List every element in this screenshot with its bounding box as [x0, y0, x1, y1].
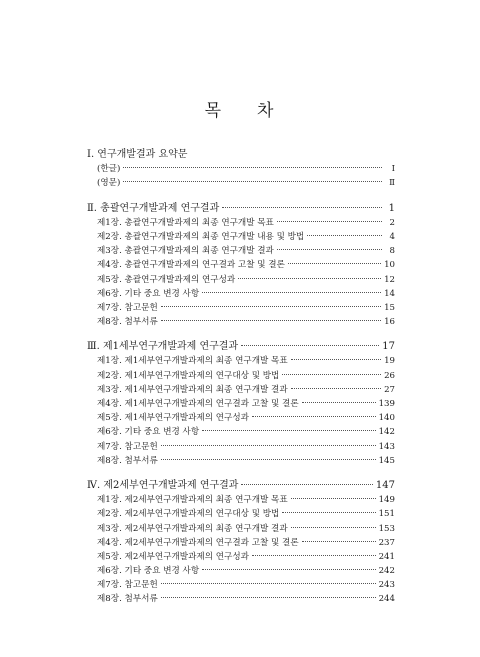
toc-entry[interactable]	[87, 493, 395, 507]
toc-entry[interactable]	[87, 287, 395, 301]
toc-entry-page-number: 2	[389, 217, 395, 228]
toc-entry-page-number: 12	[384, 274, 395, 285]
toc-entry-page-number: 237	[378, 537, 395, 548]
toc-entry-label: 제8장. 첨부서류	[97, 594, 158, 605]
dot-leader	[202, 430, 375, 431]
toc-entry[interactable]	[87, 536, 395, 550]
toc-entry[interactable]	[87, 369, 395, 383]
toc-entry-label: 제4장. 제2세부연구개발과제의 연구결과 고찰 및 결론	[97, 537, 299, 548]
toc-entry-label: 제7장. 참고문헌	[97, 302, 158, 313]
dot-leader	[161, 597, 376, 598]
toc-entry[interactable]	[87, 522, 395, 536]
toc-entry-page-number: 27	[384, 384, 395, 395]
toc-section-heading-page-number: 147	[375, 479, 395, 491]
dot-leader	[161, 583, 376, 584]
toc-section-heading-page-number: 1	[388, 202, 395, 214]
toc-entry-label: 제3장. 제2세부연구개발과제의 최종 연구개발 결과	[97, 523, 288, 534]
toc-entry[interactable]	[87, 592, 395, 606]
toc-entry[interactable]	[87, 454, 395, 468]
dot-leader	[241, 345, 379, 346]
toc-entry-label: 제1장. 제2세부연구개발과제의 최종 연구개발 목표	[97, 495, 288, 506]
dot-leader	[161, 445, 376, 446]
title-char-2: 차	[257, 101, 276, 121]
toc-section-heading-page-number: 17	[382, 341, 395, 353]
toc-entry-page-number: Ⅰ	[391, 164, 395, 175]
dot-leader	[252, 416, 376, 417]
toc-section-heading[interactable]	[87, 479, 395, 493]
toc-section-heading[interactable]	[87, 340, 395, 354]
toc-entry-label: 제6장. 기타 중요 변경 사항	[97, 566, 200, 577]
toc-entry-page-number: 10	[384, 260, 395, 271]
dot-leader	[277, 249, 382, 250]
title-char-1: 목	[204, 101, 223, 121]
toc-entry-page-number: 145	[378, 455, 395, 466]
toc-section-heading[interactable]	[87, 202, 395, 216]
toc-entry-label: 제7장. 참고문헌	[97, 441, 158, 452]
toc-entry-label: (한글)	[97, 164, 121, 175]
dot-leader	[282, 512, 375, 513]
toc-entry[interactable]	[87, 397, 395, 411]
dot-leader	[282, 374, 381, 375]
toc-entry-page-number: 242	[378, 566, 395, 577]
toc-entry-page-number: 26	[384, 370, 395, 381]
toc-entry[interactable]	[87, 301, 395, 315]
toc-entry-page-number: 4	[389, 231, 395, 242]
toc-entry-page-number: 8	[389, 246, 395, 257]
dot-leader	[161, 459, 376, 460]
toc-entry-label: 제2장. 제1세부연구개발과제의 연구대상 및 방법	[97, 370, 280, 381]
toc-entry-label: 제8장. 첨부서류	[97, 317, 158, 328]
toc-entry-label: 제1장. 제1세부연구개발과제의 최종 연구개발 목표	[97, 356, 288, 367]
toc-entry[interactable]	[87, 354, 395, 368]
toc-section-heading-label: Ⅲ. 제1세부연구개발과제 연구결과	[87, 341, 239, 353]
dot-leader	[291, 359, 381, 360]
dot-leader	[277, 221, 382, 222]
toc-entry-label: 제1장. 총괄연구개발과제의 최종 연구개발 목표	[97, 217, 274, 228]
toc-entry[interactable]	[87, 507, 395, 521]
toc-entry-label: 제5장. 제1세부연구개발과제의 연구성과	[97, 413, 249, 424]
dot-leader	[202, 569, 375, 570]
toc-entry-page-number: 153	[378, 523, 395, 534]
dot-leader	[302, 541, 376, 542]
toc-entry-page-number: 143	[378, 441, 395, 452]
toc-section	[87, 202, 395, 330]
toc-section	[87, 479, 395, 607]
toc-entry-page-number: 241	[378, 551, 395, 562]
toc-entry[interactable]	[87, 230, 395, 244]
toc-entry-label: 제5장. 총괄연구개발과제의 연구성과	[97, 274, 236, 285]
toc-entry-label: 제6장. 기타 중요 변경 사항	[97, 288, 200, 299]
toc-entry[interactable]	[87, 216, 395, 230]
toc-entry-label: 제6장. 기타 중요 변경 사항	[97, 427, 200, 438]
toc-entry-label: 제2장. 총괄연구개발과제의 최종 연구개발 내용 및 방법	[97, 231, 305, 242]
toc-entry-page-number: 244	[378, 594, 395, 605]
toc-entry-label: 제4장. 총괄연구개발과제의 연구결과 고찰 및 결론	[97, 260, 285, 271]
toc-entry-label: 제7장. 참고문헌	[97, 580, 158, 591]
toc-entry-page-number: 16	[384, 317, 395, 328]
toc-section-heading-label: Ⅳ. 제2세부연구개발과제 연구결과	[87, 479, 239, 491]
toc-entry-page-number: 19	[384, 356, 395, 367]
toc-entry-label: 제4장. 제1세부연구개발과제의 연구결과 고찰 및 결론	[97, 399, 299, 409]
toc-entry-page-number: 139	[378, 399, 395, 409]
dot-leader	[291, 527, 376, 528]
toc-entry-label: 제2장. 제2세부연구개발과제의 연구대상 및 방법	[97, 509, 280, 520]
toc-entry-label: 제8장. 첨부서류	[97, 455, 158, 466]
dot-leader	[302, 402, 376, 403]
toc-entry-page-number: 149	[378, 495, 395, 506]
toc-entry[interactable]	[87, 411, 395, 425]
page-title	[0, 96, 480, 121]
toc-section-heading-label: Ⅰ. 연구개발결과 요약문	[87, 149, 188, 160]
dot-leader	[291, 498, 376, 499]
toc-entry[interactable]	[87, 564, 395, 578]
dot-leader	[161, 320, 381, 321]
dot-leader	[222, 207, 382, 208]
toc-entry[interactable]	[87, 162, 395, 176]
toc-section-heading[interactable]	[87, 148, 395, 162]
toc-entry[interactable]	[87, 440, 395, 454]
dot-leader	[291, 388, 381, 389]
toc-entry[interactable]	[87, 315, 395, 329]
dot-leader	[202, 292, 381, 293]
toc-entry[interactable]	[87, 550, 395, 564]
toc-entry-page-number: 140	[378, 413, 395, 424]
dot-leader	[123, 181, 382, 182]
dot-leader	[238, 278, 381, 279]
toc-entry-label: 제3장. 총괄연구개발과제의 최종 연구개발 결과	[97, 246, 274, 257]
toc-entry[interactable]	[87, 244, 395, 258]
toc-entry[interactable]	[87, 273, 395, 287]
toc-entry[interactable]	[87, 383, 395, 397]
toc-section	[87, 340, 395, 468]
toc-entry-page-number: Ⅱ	[389, 178, 395, 189]
toc-entry[interactable]	[87, 258, 395, 272]
dot-leader	[252, 555, 376, 556]
dot-leader	[123, 167, 382, 168]
toc-section	[87, 148, 395, 191]
toc-entry-label: 제3장. 제1세부연구개발과제의 최종 연구개발 결과	[97, 384, 288, 395]
toc-entry-label: (영문)	[97, 178, 121, 189]
table-of-contents	[87, 148, 395, 618]
dot-leader	[161, 306, 381, 307]
dot-leader	[307, 235, 382, 236]
toc-entry-page-number: 14	[384, 288, 395, 299]
dot-leader	[241, 484, 372, 485]
toc-entry-page-number: 151	[378, 509, 395, 520]
toc-entry-page-number: 243	[378, 580, 395, 591]
toc-entry[interactable]	[87, 176, 395, 190]
toc-entry-page-number: 15	[384, 302, 395, 313]
toc-entry[interactable]	[87, 578, 395, 592]
toc-section-heading-label: Ⅱ. 총괄연구개발과제 연구결과	[87, 202, 220, 214]
toc-entry-page-number: 142	[378, 427, 395, 438]
toc-entry[interactable]	[87, 425, 395, 439]
toc-entry-label: 제5장. 제2세부연구개발과제의 연구성과	[97, 551, 249, 562]
dot-leader	[288, 263, 381, 264]
